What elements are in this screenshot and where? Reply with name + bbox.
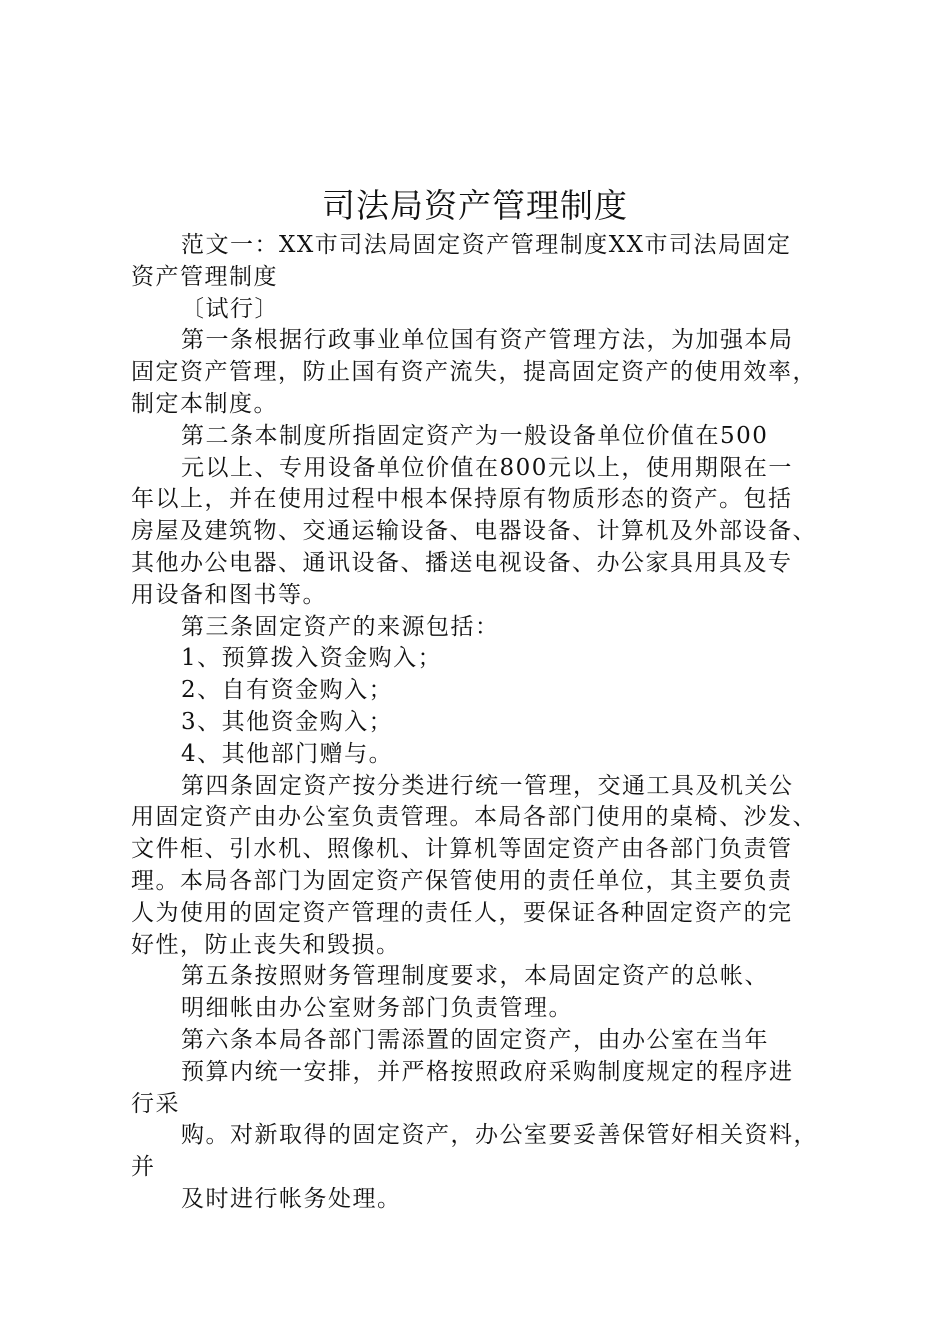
body-line: 及时进行帐务处理。: [181, 1185, 402, 1212]
body-line: 第五条按照财务管理制度要求，本局固定资产的总帐、: [181, 963, 769, 990]
body-line: 第四条固定资产按分类进行统一管理，交通工具及机关公: [181, 772, 794, 799]
body-line: 理。本局各部门为固定资产保管使用的责任单位，其主要负责: [131, 867, 793, 894]
body-line: 好性，防止丧失和毁损。: [131, 931, 401, 958]
body-line: 3、其他资金购入；: [181, 708, 394, 735]
body-line: 制定本制度。: [131, 390, 278, 417]
body-line: 固定资产管理，防止国有资产流失，提高固定资产的使用效率，: [131, 359, 817, 386]
body-line: 〔试行〕: [181, 295, 279, 322]
body-line: 2、自有资金购入；: [181, 677, 394, 704]
body-line: 年以上，并在使用过程中根本保持原有物质形态的资产。包括: [131, 486, 793, 513]
body-line: 范文一：XX市司法局固定资产管理制度XX市司法局固定: [181, 232, 792, 258]
body-line: 预算内统一安排，并严格按照政府采购制度规定的程序进: [181, 1058, 794, 1085]
body-line: 用固定资产由办公室负责管理。本局各部门使用的桌椅、沙发、: [131, 804, 817, 831]
body-line: 购。对新取得的固定资产，办公室要妥善保管好相关资料，: [181, 1122, 818, 1149]
body-line: 并: [131, 1154, 156, 1181]
body-line: 用设备和图书等。: [131, 581, 327, 608]
document-title: 司法局资产管理制度: [322, 186, 628, 225]
body-line: 资产管理制度: [131, 263, 278, 290]
body-line: 1、预算拨入资金购入；: [181, 645, 443, 672]
body-line: 第六条本局各部门需添置的固定资产，由办公室在当年: [181, 1026, 769, 1053]
body-line: 文件柜、引水机、照像机、计算机等固定资产由各部门负责管: [131, 836, 793, 863]
body-line: 元以上、专用设备单位价值在800元以上，使用期限在一: [181, 454, 793, 481]
body-line: 第一条根据行政事业单位国有资产管理方法，为加强本局: [181, 327, 794, 354]
body-line: 行采: [131, 1090, 180, 1117]
body-line: 第二条本制度所指固定资产为一般设备单位价值在500: [181, 422, 769, 449]
body-line: 4、其他部门赠与。: [181, 740, 394, 767]
body-line: 明细帐由办公室财务部门负责管理。: [181, 995, 573, 1022]
body-line: 第三条固定资产的来源包括：: [181, 613, 500, 640]
body-line: 人为使用的固定资产管理的责任人，要保证各种固定资产的完: [131, 899, 793, 926]
body-line: 房屋及建筑物、交通运输设备、电器设备、计算机及外部设备、: [131, 518, 817, 545]
body-line: 其他办公电器、通讯设备、播送电视设备、办公家具用具及专: [131, 549, 793, 576]
document-body: [131, 230, 831, 1216]
